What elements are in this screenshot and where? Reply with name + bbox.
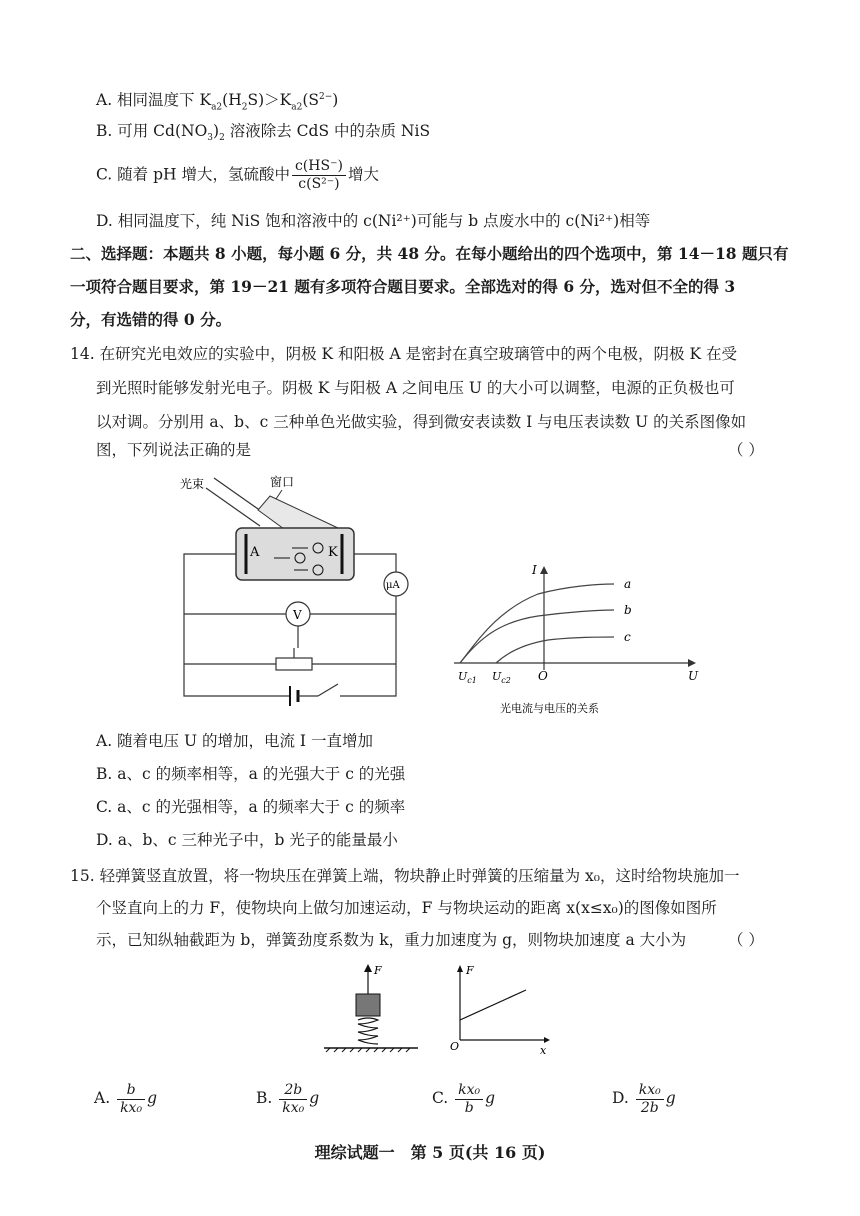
q14-option-c: C. a、c 的光强相等，a 的频率大于 c 的频率 xyxy=(96,798,406,816)
wire-right-top xyxy=(354,554,396,572)
f-axis-label: F xyxy=(466,964,474,977)
q15-option-d xyxy=(612,1080,676,1117)
curve-c xyxy=(496,637,614,663)
u-axis-label: U xyxy=(688,669,699,683)
q15-a-fraction xyxy=(117,1082,145,1117)
curve-c-label: c xyxy=(624,630,631,644)
current-voltage-graph xyxy=(448,560,718,720)
q15-bracket: （ ） xyxy=(728,931,764,949)
q13-option-d: D. 相同温度下，纯 NiS 饱和溶液中的 c(Ni²⁺)可能与 b 点废水中的 c(Ni²⁺)相等 xyxy=(96,212,651,230)
x-axis-arrow xyxy=(544,1037,550,1043)
origin-label: O xyxy=(450,1040,460,1053)
origin-label: O xyxy=(538,669,548,683)
q13-a-sub3: a2 xyxy=(291,102,303,113)
q14-line1: 14. 在研究光电效应的实验中，阴极 K 和阳极 A 是密封在真空玻璃管中的两个电极，阴极 K 在受 xyxy=(70,345,737,363)
q15-c-label: C. xyxy=(432,1089,449,1107)
graph-caption: 光电流与电压的关系 xyxy=(500,702,599,715)
q14-bracket: （ ） xyxy=(728,441,764,459)
f-axis-arrow xyxy=(457,965,463,972)
q13-c-fraction xyxy=(292,158,346,193)
q15-c-den: b xyxy=(464,1099,474,1116)
q15-d-den: 2b xyxy=(640,1099,659,1116)
x-axis-label: x xyxy=(540,1044,547,1054)
q15-option-c xyxy=(432,1080,495,1117)
q15-line3: 示，已知纵轴截距为 b，弹簧劲度系数为 k，重力加速度为 g，则物块加速度 a 大小为 xyxy=(96,931,687,949)
curve-b-label: b xyxy=(624,603,632,617)
q15-a-tail: g xyxy=(147,1089,157,1107)
q13-a-text: A. 相同温度下 K xyxy=(96,91,212,110)
block xyxy=(356,994,380,1016)
section2-line1: 二、选择题：本题共 8 小题，每小题 6 分，共 48 分。在每小题给出的四个选项中，第 14－18 题只有 xyxy=(70,244,789,263)
q13-option-c xyxy=(96,158,379,193)
force-label: F xyxy=(374,964,382,977)
q14-option-d: D. a、b、c 三种光子中，b 光子的能量最小 xyxy=(96,831,398,849)
q15-d-tail: g xyxy=(665,1089,676,1107)
q15-d-fraction xyxy=(636,1082,664,1117)
q13-b-end: ) xyxy=(213,122,220,140)
page-footer: 理综试题一 第 5 页(共 16 页) xyxy=(314,1143,546,1162)
spring-block-diagram xyxy=(318,962,428,1054)
beam-label: 光束 xyxy=(180,477,205,491)
q15-a-den: kx₀ xyxy=(120,1099,143,1116)
force-distance-graph xyxy=(446,962,556,1054)
q15-c-fraction xyxy=(455,1082,483,1117)
q13-option-a xyxy=(96,86,338,118)
microammeter-label: μA xyxy=(386,580,400,591)
q13-a-sup: 2− xyxy=(318,92,333,102)
q13-c-den: c(S²⁻) xyxy=(298,176,340,192)
curve-a-label: a xyxy=(624,577,632,591)
q13-a-sub2: 2 xyxy=(241,102,248,113)
q13-a-end: (S xyxy=(302,91,319,110)
q13-a-mid: (H xyxy=(222,91,242,110)
q15-b-label: B. xyxy=(256,1089,273,1107)
q15-a-label: A. xyxy=(94,1089,111,1107)
curve-b xyxy=(460,610,614,663)
cathode-label: K xyxy=(328,545,338,560)
q15-c-tail: g xyxy=(485,1089,496,1107)
q13-c-num: c(HS⁻) xyxy=(292,158,346,176)
curve-a xyxy=(460,584,614,663)
voltmeter-label: V xyxy=(293,608,302,622)
q14-line4: 图，下列说法正确的是 xyxy=(96,441,252,459)
q13-option-b xyxy=(96,120,430,149)
q15-b-tail: g xyxy=(309,1089,320,1107)
q13-b-tail: 溶液除去 CdS 中的杂质 NiS xyxy=(224,122,431,140)
i-axis-label: I xyxy=(532,563,537,577)
force-arrowhead xyxy=(364,964,372,972)
q15-d-label: D. xyxy=(612,1089,629,1107)
q14-option-b: B. a、c 的频率相等，a 的光强大于 c 的光强 xyxy=(96,765,406,783)
uc1-label: $U_{c1}$ xyxy=(458,670,477,685)
switch xyxy=(318,684,338,696)
q15-option-a xyxy=(94,1080,157,1117)
q15-d-num: kx₀ xyxy=(636,1082,664,1100)
q13-a-close: ) xyxy=(332,91,339,110)
q15-line1: 15. 轻弹簧竖直放置，将一物块压在弹簧上端，物块静止时弹簧的压缩量为 x₀，这时给物块施加一 xyxy=(70,867,740,885)
section2-line3: 分，有选错的得 0 分。 xyxy=(70,310,232,329)
q15-b-den: kx₀ xyxy=(282,1099,305,1116)
q15-b-num: 2b xyxy=(279,1082,307,1100)
q15-c-num: kx₀ xyxy=(455,1082,483,1100)
q15-option-b xyxy=(256,1080,319,1117)
i-axis-arrow xyxy=(540,566,548,574)
spring xyxy=(358,1018,378,1044)
anode-label: A xyxy=(250,545,260,560)
q14-option-a: A. 随着电压 U 的增加，电流 I 一直增加 xyxy=(96,732,373,750)
q14-line2: 到光照时能够发射光电子。阴极 K 与阳极 A 之间电压 U 的大小可以调整，电源的正负极也可 xyxy=(96,379,735,397)
q14-line3: 以对调。分别用 a、b、c 三种单色光做实验，得到微安表读数 I 与电压表读数 U 的关系图像如 xyxy=(96,413,747,431)
q13-c-pre: C. 随着 pH 增大，氢硫酸中 xyxy=(96,165,290,184)
q13-b-sub2: 2 xyxy=(219,133,225,144)
q15-a-num: b xyxy=(117,1082,145,1100)
wire-right xyxy=(340,596,396,696)
q15-b-fraction xyxy=(279,1082,307,1117)
photoelectric-circuit-diagram xyxy=(170,468,430,718)
q13-b-text: B. 可用 Cd(NO xyxy=(96,122,208,140)
q13-b-sub: 3 xyxy=(207,133,214,144)
u-axis-arrow xyxy=(688,659,696,667)
section2-line2: 一项符合题目要求，第 19－21 题有多项符合题目要求。全部选对的得 6 分，选对但不全的得 3 xyxy=(70,277,736,296)
rheostat xyxy=(276,658,312,670)
q13-a-sub1: a2 xyxy=(211,102,223,113)
q15-line2: 个竖直向上的力 F，使物块向上做匀加速运动，F 与物块运动的距离 x(x≤x₀)的图像如图所 xyxy=(96,899,717,917)
beam-line-2 xyxy=(206,488,260,526)
uc2-label: $U_{c2}$ xyxy=(492,670,511,685)
q13-c-post: 增大 xyxy=(347,165,379,184)
f-x-line xyxy=(460,990,526,1020)
window-label: 窗口 xyxy=(270,475,295,489)
q13-a-mid2: S)＞K xyxy=(247,91,292,110)
